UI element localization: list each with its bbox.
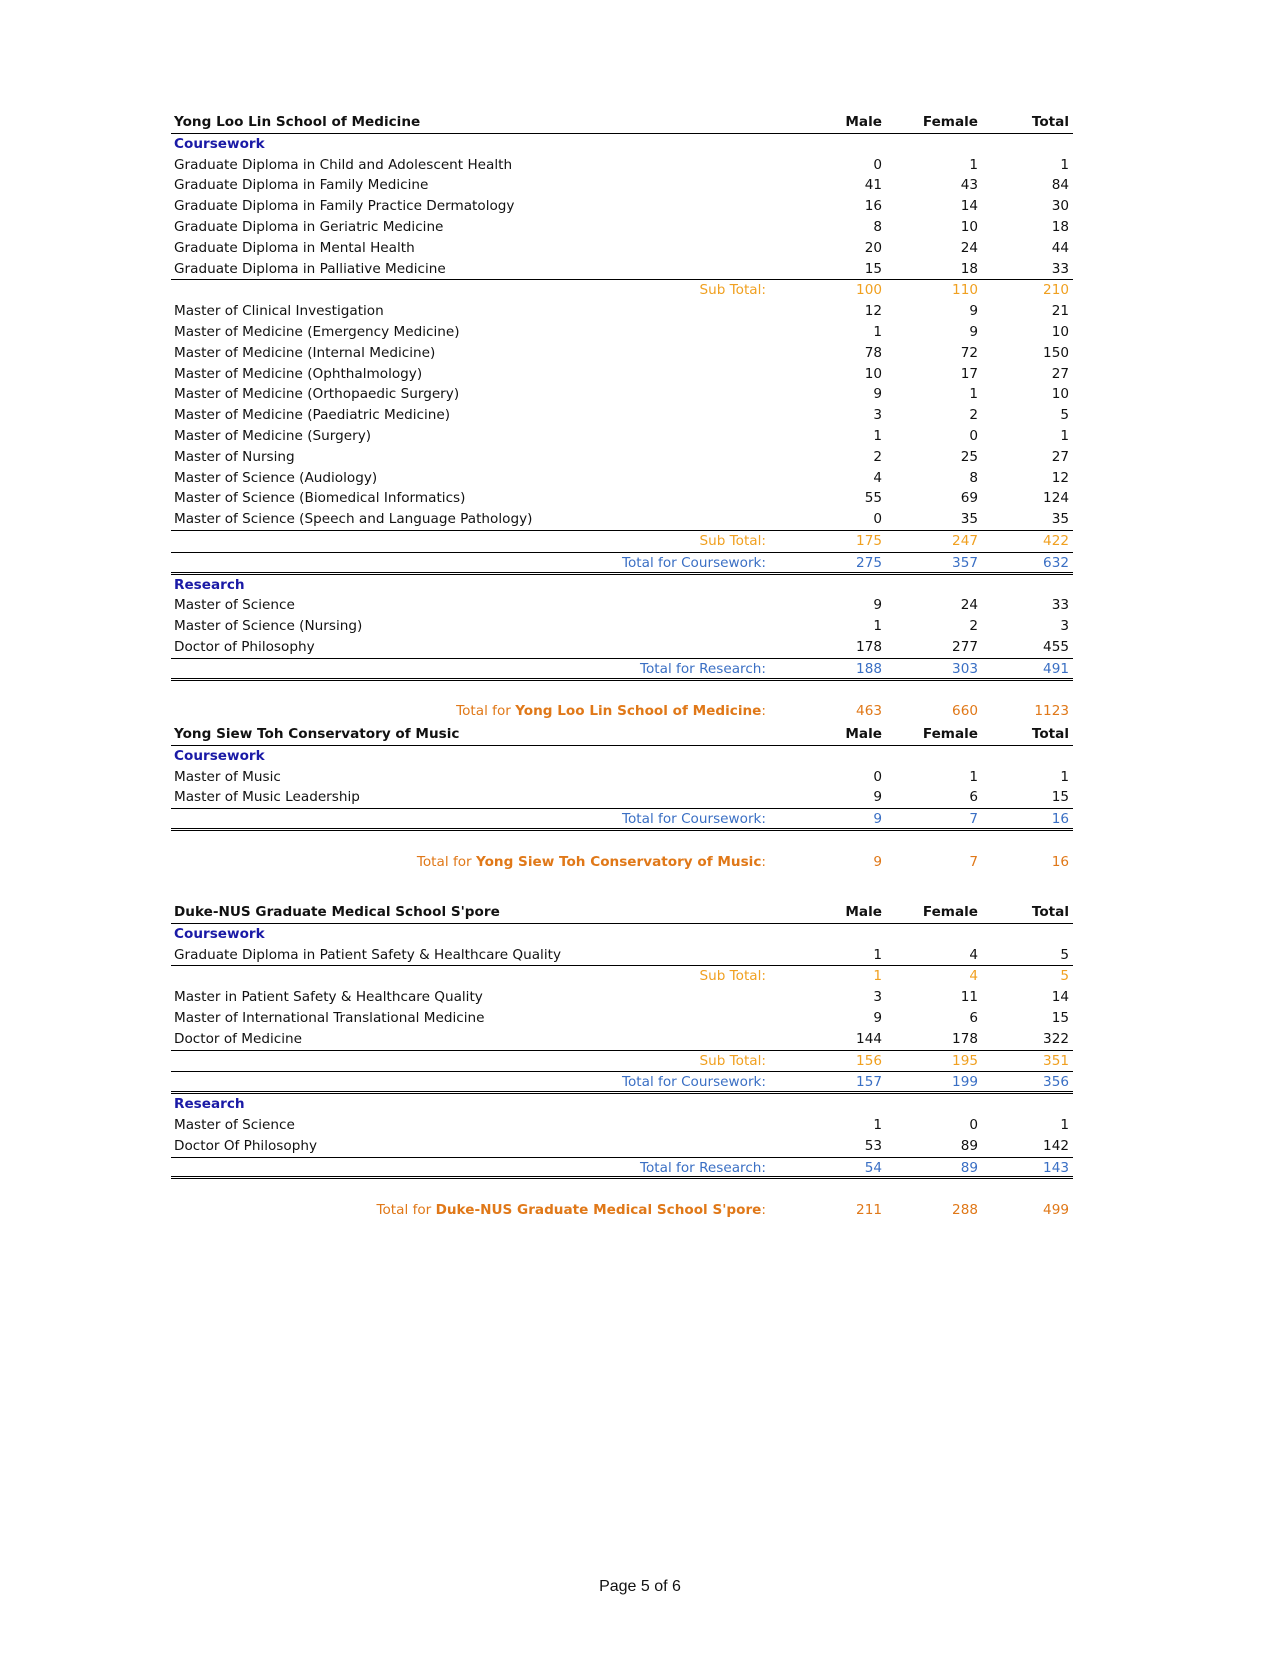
column-header-male: Male	[845, 114, 882, 130]
male-value: 463	[856, 703, 882, 720]
female-value: 4	[969, 946, 978, 963]
total-value: 15	[1051, 1009, 1069, 1026]
section-label: Research	[174, 1096, 245, 1113]
subtotal-label: Sub Total:	[699, 282, 766, 299]
programme-name: Graduate Diploma in Mental Health	[174, 239, 415, 256]
total-value: 499	[1043, 1202, 1069, 1219]
grand-total-label	[456, 701, 766, 722]
subtotal-row	[171, 530, 1073, 552]
male-value: 1	[873, 323, 882, 340]
grand-total-label	[377, 1200, 767, 1221]
female-value: 1	[969, 768, 978, 785]
female-value: 1	[969, 386, 978, 403]
male-value: 78	[864, 344, 882, 361]
male-value: 53	[864, 1137, 882, 1154]
total-value: 143	[1043, 1159, 1069, 1176]
female-value: 89	[960, 1137, 978, 1154]
total-value: 210	[1043, 282, 1069, 299]
male-value: 1	[873, 618, 882, 635]
male-value: 9	[873, 853, 882, 870]
total-value: 356	[1043, 1074, 1069, 1091]
total-value: 632	[1043, 554, 1069, 571]
grand-total-school-name: Duke-NUS Graduate Medical School S'pore	[435, 1202, 762, 1219]
male-value: 20	[864, 239, 882, 256]
male-value: 211	[856, 1202, 882, 1219]
column-header-total: Total	[1031, 726, 1069, 742]
table-row	[171, 1136, 1073, 1157]
total-row	[171, 1071, 1073, 1094]
total-value: 33	[1051, 260, 1069, 277]
male-value: 1	[873, 946, 882, 963]
programme-name: Doctor of Medicine	[174, 1030, 302, 1047]
programme-name: Master of Science (Biomedical Informatics)	[174, 490, 466, 507]
programme-name: Graduate Diploma in Family Medicine	[174, 177, 429, 194]
male-value: 4	[873, 469, 882, 486]
school-name: Yong Siew Toh Conservatory of Music	[174, 726, 460, 742]
female-value: 9	[969, 303, 978, 320]
female-value: 6	[969, 789, 978, 806]
female-value: 195	[952, 1052, 978, 1069]
total-value: 30	[1051, 198, 1069, 215]
total-value: 351	[1043, 1052, 1069, 1069]
total-value: 1	[1060, 156, 1069, 173]
female-value: 110	[952, 282, 978, 299]
total-value: 10	[1051, 386, 1069, 403]
grand-total-suffix: :	[761, 853, 766, 870]
total-row	[171, 808, 1073, 831]
table-row	[171, 767, 1073, 788]
male-value: 41	[864, 177, 882, 194]
section-label: Coursework	[174, 747, 265, 764]
section-label: Coursework	[174, 135, 265, 152]
programme-name: Master of International Translational Medicine	[174, 1009, 485, 1026]
programme-name: Master in Patient Safety & Healthcare Quality	[174, 989, 483, 1006]
subtotal-label: Sub Total:	[699, 968, 766, 985]
total-value: 35	[1051, 511, 1069, 528]
female-value: 178	[952, 1030, 978, 1047]
column-header-male: Male	[845, 904, 882, 920]
female-value: 357	[952, 554, 978, 571]
programme-name: Graduate Diploma in Patient Safety & Healthcare Quality	[174, 946, 561, 963]
table-row	[171, 1115, 1073, 1136]
female-value: 10	[960, 218, 978, 235]
female-value: 7	[969, 811, 978, 828]
female-value: 2	[969, 618, 978, 635]
total-label: Total for Research:	[639, 660, 766, 677]
programme-name: Doctor of Philosophy	[174, 638, 315, 655]
programme-name: Graduate Diploma in Palliative Medicine	[174, 260, 446, 277]
page-number: Page 5 of 6	[599, 1578, 681, 1595]
section-heading	[171, 575, 1073, 596]
programme-name: Master of Science (Speech and Language Pathology)	[174, 511, 533, 528]
male-value: 156	[856, 1052, 882, 1069]
female-value: 4	[969, 968, 978, 985]
female-value: 35	[960, 511, 978, 528]
female-value: 0	[969, 427, 978, 444]
section-label: Research	[174, 576, 245, 593]
grand-total-suffix: :	[761, 1202, 766, 1219]
grand-total-row	[171, 852, 1073, 873]
female-value: 25	[960, 448, 978, 465]
total-label: Total for Coursework:	[621, 1074, 766, 1091]
female-value: 277	[952, 638, 978, 655]
total-value: 44	[1051, 239, 1069, 256]
grand-total-row	[171, 701, 1073, 722]
table-row	[171, 426, 1073, 447]
table-row	[171, 364, 1073, 385]
male-value: 0	[873, 768, 882, 785]
total-value: 5	[1060, 968, 1069, 985]
female-value: 14	[960, 198, 978, 215]
table-row	[171, 217, 1073, 238]
programme-name: Master of Science (Nursing)	[174, 618, 363, 635]
programme-name: Master of Medicine (Paediatric Medicine)	[174, 407, 451, 424]
total-label: Total for Research:	[639, 1159, 766, 1176]
male-value: 275	[856, 554, 882, 571]
female-value: 24	[960, 239, 978, 256]
male-value: 175	[856, 532, 882, 549]
total-value: 142	[1043, 1137, 1069, 1154]
total-value: 150	[1043, 344, 1069, 361]
male-value: 9	[873, 789, 882, 806]
table-row	[171, 322, 1073, 343]
female-value: 11	[960, 989, 978, 1006]
programme-name: Master of Medicine (Orthopaedic Surgery)	[174, 386, 460, 403]
column-header-male: Male	[845, 726, 882, 742]
total-value: 16	[1051, 811, 1069, 828]
female-value: 0	[969, 1116, 978, 1133]
grand-total-prefix: Total for	[416, 853, 476, 870]
column-header-total: Total	[1031, 904, 1069, 920]
male-value: 55	[864, 490, 882, 507]
total-label: Total for Coursework:	[621, 811, 766, 828]
spacer	[171, 681, 1073, 702]
male-value: 3	[873, 407, 882, 424]
subtotal-row	[171, 1050, 1073, 1072]
table-header	[171, 902, 1073, 924]
male-value: 1	[873, 1116, 882, 1133]
table-row	[171, 155, 1073, 176]
male-value: 178	[856, 638, 882, 655]
programme-name: Graduate Diploma in Geriatric Medicine	[174, 218, 444, 235]
female-value: 7	[969, 853, 978, 870]
male-value: 100	[856, 282, 882, 299]
school-name: Yong Loo Lin School of Medicine	[174, 114, 421, 130]
female-value: 288	[952, 1202, 978, 1219]
total-value: 16	[1051, 853, 1069, 870]
table-row	[171, 468, 1073, 489]
column-header-female: Female	[922, 114, 978, 130]
table-row	[171, 196, 1073, 217]
male-value: 188	[856, 660, 882, 677]
programme-name: Master of Medicine (Internal Medicine)	[174, 344, 436, 361]
table-row	[171, 447, 1073, 468]
male-value: 9	[873, 386, 882, 403]
total-value: 84	[1051, 177, 1069, 194]
grand-total-school-name: Yong Loo Lin School of Medicine	[515, 703, 762, 720]
table-row	[171, 945, 1073, 966]
table-row	[171, 301, 1073, 322]
total-value: 18	[1051, 218, 1069, 235]
female-value: 8	[969, 469, 978, 486]
total-value: 27	[1051, 365, 1069, 382]
total-value: 5	[1060, 946, 1069, 963]
column-header-female: Female	[922, 904, 978, 920]
school-table	[171, 724, 1073, 873]
female-value: 24	[960, 597, 978, 614]
male-value: 157	[856, 1074, 882, 1091]
total-value: 322	[1043, 1030, 1069, 1047]
section-heading	[171, 134, 1073, 155]
male-value: 9	[873, 811, 882, 828]
spacer	[171, 1179, 1073, 1200]
table-row	[171, 616, 1073, 637]
male-value: 10	[864, 365, 882, 382]
table-row	[171, 488, 1073, 509]
table-row	[171, 987, 1073, 1008]
school-name: Duke-NUS Graduate Medical School S'pore	[174, 904, 500, 920]
column-header-total: Total	[1031, 114, 1069, 130]
table-row	[171, 238, 1073, 259]
table-row	[171, 1008, 1073, 1029]
total-value: 124	[1043, 490, 1069, 507]
programme-name: Master of Medicine (Surgery)	[174, 427, 372, 444]
male-value: 16	[864, 198, 882, 215]
male-value: 1	[873, 427, 882, 444]
total-value: 3	[1060, 618, 1069, 635]
subtotal-row	[171, 279, 1073, 301]
table-row	[171, 509, 1073, 530]
male-value: 54	[864, 1159, 882, 1176]
total-value: 27	[1051, 448, 1069, 465]
female-value: 2	[969, 407, 978, 424]
total-label: Total for Coursework:	[621, 554, 766, 571]
table-row	[171, 595, 1073, 616]
total-value: 422	[1043, 532, 1069, 549]
female-value: 6	[969, 1009, 978, 1026]
total-value: 10	[1051, 323, 1069, 340]
female-value: 43	[960, 177, 978, 194]
total-row	[171, 658, 1073, 681]
subtotal-row	[171, 965, 1073, 987]
programme-name: Doctor Of Philosophy	[174, 1137, 317, 1154]
table-header	[171, 724, 1073, 746]
programme-name: Master of Science	[174, 1116, 295, 1133]
table-row	[171, 259, 1073, 280]
programme-name: Master of Music	[174, 768, 281, 785]
total-value: 1	[1060, 427, 1069, 444]
programme-name: Master of Medicine (Emergency Medicine)	[174, 323, 460, 340]
female-value: 303	[952, 660, 978, 677]
table-row	[171, 787, 1073, 808]
grand-total-suffix: :	[761, 703, 766, 720]
total-value: 15	[1051, 789, 1069, 806]
subtotal-label: Sub Total:	[699, 1052, 766, 1069]
table-row	[171, 405, 1073, 426]
programme-name: Master of Science	[174, 597, 295, 614]
female-value: 660	[952, 703, 978, 720]
female-value: 17	[960, 365, 978, 382]
section-heading	[171, 924, 1073, 945]
subtotal-label: Sub Total:	[699, 532, 766, 549]
section-heading	[171, 746, 1073, 767]
female-value: 18	[960, 260, 978, 277]
programme-name: Master of Science (Audiology)	[174, 469, 378, 486]
total-value: 455	[1043, 638, 1069, 655]
table-row	[171, 175, 1073, 196]
table-row	[171, 384, 1073, 405]
section-label: Coursework	[174, 925, 265, 942]
male-value: 8	[873, 218, 882, 235]
total-value: 1	[1060, 1116, 1069, 1133]
total-value: 5	[1060, 407, 1069, 424]
school-table	[171, 112, 1073, 722]
total-value: 33	[1051, 597, 1069, 614]
male-value: 144	[856, 1030, 882, 1047]
column-header-female: Female	[922, 726, 978, 742]
grand-total-prefix: Total for	[376, 1202, 436, 1219]
programme-name: Master of Medicine (Ophthalmology)	[174, 365, 423, 382]
spacer	[171, 831, 1073, 852]
female-value: 9	[969, 323, 978, 340]
grand-total-prefix: Total for	[456, 703, 516, 720]
school-table	[171, 902, 1073, 1221]
grand-total-school-name: Yong Siew Toh Conservatory of Music	[475, 853, 762, 870]
section-heading	[171, 1094, 1073, 1115]
male-value: 2	[873, 448, 882, 465]
total-value: 21	[1051, 303, 1069, 320]
total-value: 1	[1060, 768, 1069, 785]
male-value: 15	[864, 260, 882, 277]
total-value: 491	[1043, 660, 1069, 677]
female-value: 89	[960, 1159, 978, 1176]
table-row	[171, 343, 1073, 364]
table-row	[171, 637, 1073, 658]
programme-name: Graduate Diploma in Family Practice Dermatology	[174, 198, 515, 215]
total-value: 1123	[1034, 703, 1069, 720]
male-value: 1	[873, 968, 882, 985]
male-value: 9	[873, 1009, 882, 1026]
male-value: 9	[873, 597, 882, 614]
programme-name: Master of Nursing	[174, 448, 295, 465]
table-header	[171, 112, 1073, 134]
grand-total-label	[417, 852, 766, 873]
total-row	[171, 1157, 1073, 1180]
table-row	[171, 1029, 1073, 1050]
programme-name: Master of Music Leadership	[174, 789, 360, 806]
female-value: 72	[960, 344, 978, 361]
total-value: 14	[1051, 989, 1069, 1006]
total-row	[171, 552, 1073, 575]
female-value: 1	[969, 156, 978, 173]
female-value: 247	[952, 532, 978, 549]
male-value: 0	[873, 511, 882, 528]
programme-name: Graduate Diploma in Child and Adolescent Health	[174, 156, 513, 173]
male-value: 0	[873, 156, 882, 173]
total-value: 12	[1051, 469, 1069, 486]
female-value: 199	[952, 1074, 978, 1091]
female-value: 69	[960, 490, 978, 507]
male-value: 3	[873, 989, 882, 1006]
male-value: 12	[864, 303, 882, 320]
programme-name: Master of Clinical Investigation	[174, 303, 384, 320]
grand-total-row	[171, 1200, 1073, 1221]
